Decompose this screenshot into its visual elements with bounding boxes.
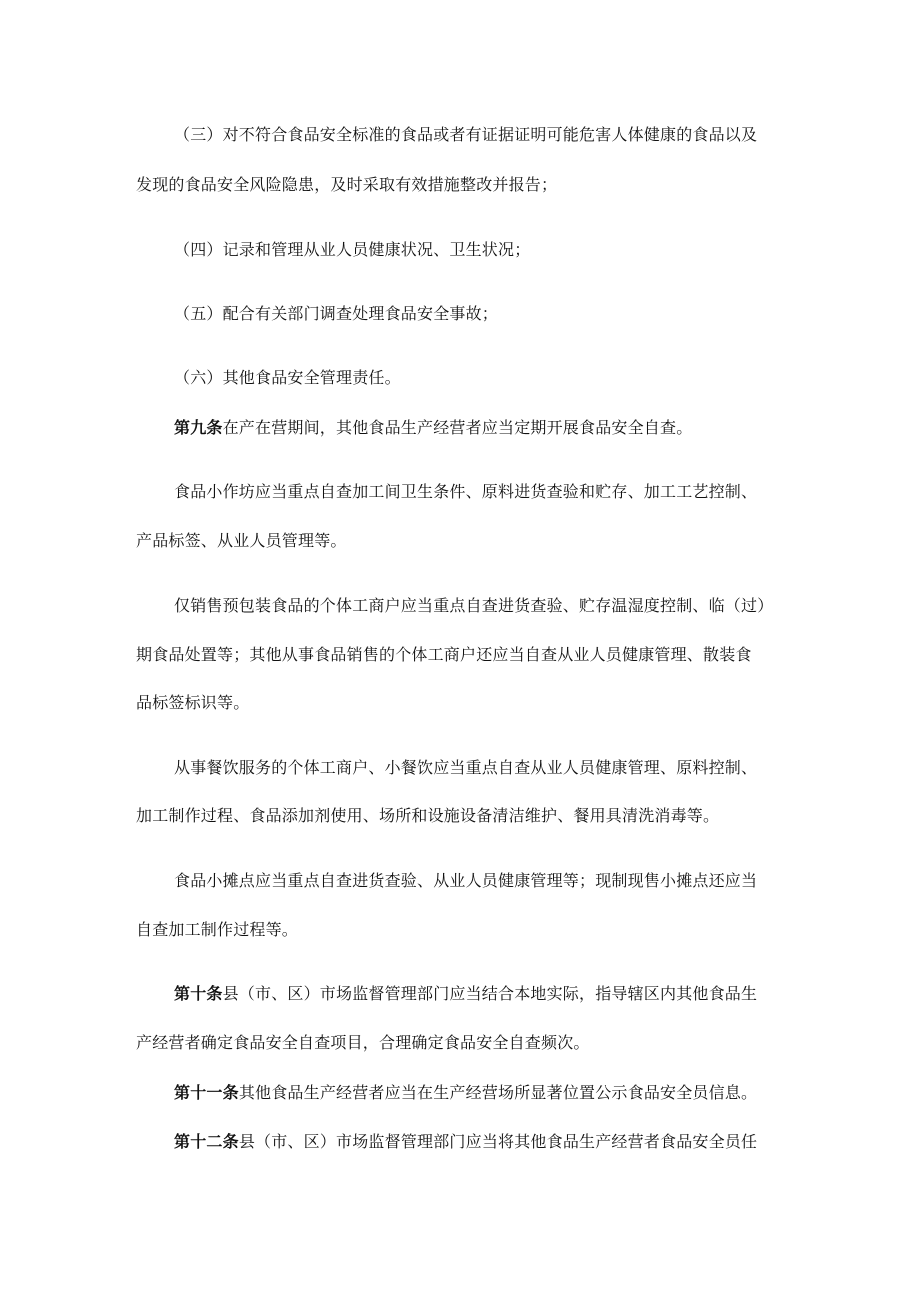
article-12-heading: 第十二条 <box>174 1132 239 1151</box>
paragraph-5-line-1: （五）配合有关部门调查处理食品安全事故； <box>174 304 499 323</box>
article-10-line-1 <box>174 984 757 1004</box>
retail-paragraph-line-2: 期食品处置等；其他从事食品销售的个体工商户还应当自查从业人员健康管理、散装食 <box>136 645 752 664</box>
article-9-line-1 <box>174 418 692 438</box>
article-10-text: 县（市、区）市场监督管理部门应当结合本地实际，指导辖区内其他食品生 <box>222 984 758 1003</box>
article-12-text: 县（市、区）市场监督管理部门应当将其他食品生产经营者食品安全员任 <box>238 1132 758 1151</box>
catering-paragraph-line-1: 从事餐饮服务的个体工商户、小餐饮应当重点自查从业人员健康管理、原料控制、 <box>174 758 758 777</box>
stall-paragraph-line-2: 自查加工制作过程等。 <box>136 920 299 939</box>
paragraph-4-line-1: （四）记录和管理从业人员健康状况、卫生状况； <box>174 240 531 259</box>
article-12-line-1 <box>174 1132 757 1152</box>
paragraph-3-line-2: 发现的食品安全风险隐患，及时采取有效措施整改并报告； <box>136 175 558 194</box>
retail-paragraph-line-1: 仅销售预包装食品的个体工商户应当重点自查进货查验、贮存温湿度控制、临（过） <box>174 596 774 615</box>
workshop-paragraph-line-1: 食品小作坊应当重点自查加工间卫生条件、原料进货查验和贮存、加工工艺控制、 <box>174 482 758 501</box>
article-10-heading: 第十条 <box>174 984 223 1003</box>
article-11-heading: 第十一条 <box>174 1083 239 1102</box>
stall-paragraph-line-1: 食品小摊点应当重点自查进货查验、从业人员健康管理等；现制现售小摊点还应当 <box>174 871 758 890</box>
article-9-text: 在产在营期间，其他食品生产经营者应当定期开展食品安全自查。 <box>222 418 693 437</box>
article-11-text: 其他食品生产经营者应当在生产经营场所显著位置公示食品安全员信息。 <box>238 1083 758 1102</box>
article-10-line-2: 产经营者确定食品安全自查项目，合理确定食品安全自查频次。 <box>136 1033 590 1052</box>
workshop-paragraph-line-2: 产品标签、从业人员管理等。 <box>136 531 347 550</box>
catering-paragraph-line-2: 加工制作过程、食品添加剂使用、场所和设施设备清洁维护、餐用具清洗消毒等。 <box>136 806 720 825</box>
retail-paragraph-line-3: 品标签标识等。 <box>136 693 250 712</box>
article-9-heading: 第九条 <box>174 418 223 437</box>
paragraph-3-line-1: （三）对不符合食品安全标准的食品或者有证据证明可能危害人体健康的食品以及 <box>174 125 758 144</box>
article-11-line-1 <box>174 1083 757 1103</box>
paragraph-6-line-1: （六）其他食品安全管理责任。 <box>174 368 401 387</box>
